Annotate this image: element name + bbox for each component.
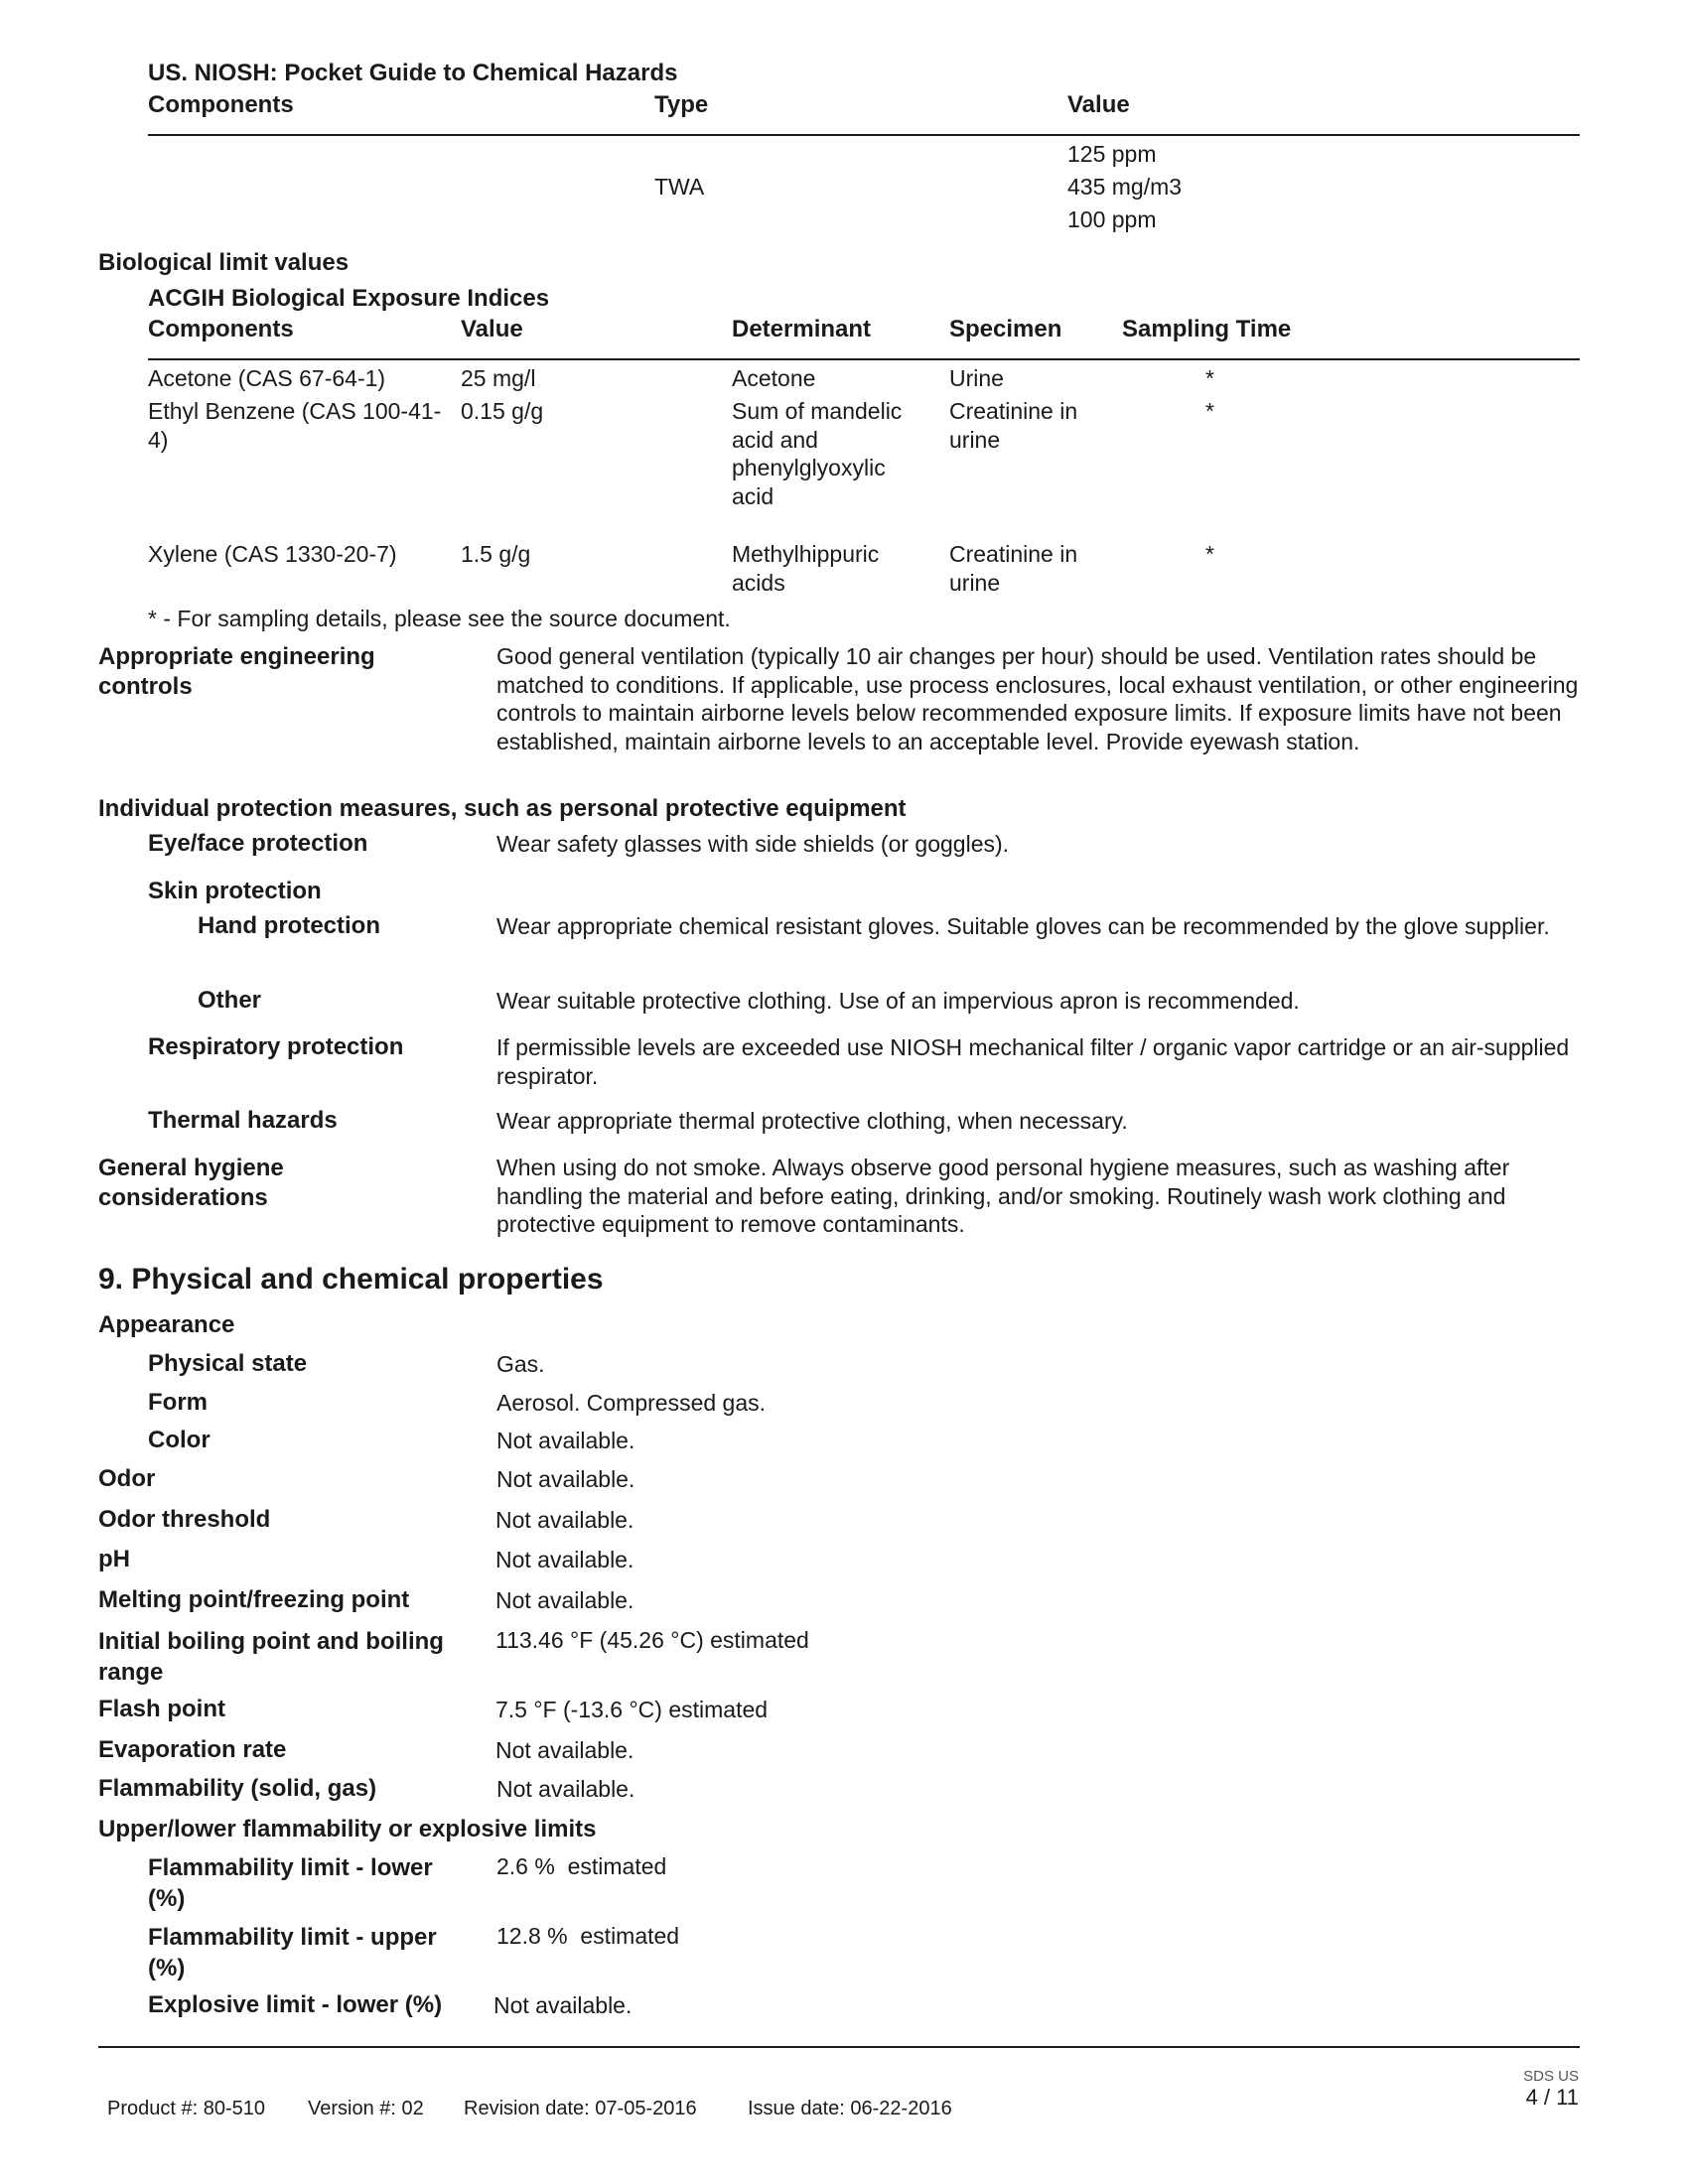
- niosh-value-1: 125 ppm: [1067, 141, 1157, 167]
- niosh-type-cell: TWA: [654, 174, 705, 200]
- eye-protection-label: Eye/face protection: [148, 830, 368, 857]
- engineering-label: Appropriate engineering controls: [98, 643, 375, 700]
- bio-subheading: ACGIH Biological Exposure Indices: [148, 285, 550, 312]
- table-row-1-determinant: Acetone: [732, 365, 816, 391]
- evaporation-rate-value: Not available.: [495, 1737, 634, 1763]
- flammability-lower-label: Flammability limit - lower (%): [148, 1854, 433, 1912]
- color-value: Not available.: [496, 1428, 635, 1453]
- hygiene-label: General hygiene considerations: [98, 1155, 284, 1211]
- bio-header-determinant: Determinant: [732, 316, 872, 342]
- issue-date: Issue date: 06-22-2016: [748, 2098, 952, 2119]
- odor-threshold-label: Odor threshold: [98, 1506, 271, 1533]
- table-row-3-determinant: Methylhippuric acids: [732, 541, 880, 596]
- thermal-hazards-text: Wear appropriate thermal protective clothing, when necessary.: [496, 1108, 1128, 1134]
- explosive-lower-label: Explosive limit - lower (%): [148, 1991, 443, 2018]
- hand-protection-text: Wear appropriate chemical resistant gloves. Suitable gloves can be recommended by the glove supplier.: [496, 913, 1550, 939]
- table-row-3-specimen: Creatinine in urine: [949, 541, 1078, 596]
- form-value: Aerosol. Compressed gas.: [496, 1390, 767, 1416]
- flammability-upper-value: 12.8 % estimated: [496, 1923, 680, 1949]
- physical-state-label: Physical state: [148, 1350, 308, 1377]
- skin-protection-label: Skin protection: [148, 878, 322, 904]
- engineering-text: Good general ventilation (typically 10 air changes per hour) should be used. Ventilation rates should be matched to conditions. If applicable, use process enclosures, local exhaust ventilation, or other engineering controls to maintain airborne levels below recommended exposure limits. If exposure limits have not been established, maintain airborne levels to an acceptable level. Provide eyewash station.: [496, 643, 1579, 754]
- bio-heading: Biological limit values: [98, 249, 350, 276]
- bio-header-value: Value: [461, 316, 523, 342]
- table-row-1-value: 25 mg/l: [461, 365, 536, 391]
- limits-heading: Upper/lower flammability or explosive limits: [98, 1816, 597, 1843]
- form-label: Form: [148, 1389, 208, 1416]
- ph-value: Not available.: [495, 1547, 634, 1572]
- flammability-upper-label: Flammability limit - upper (%): [148, 1924, 437, 1981]
- ppe-heading: Individual protection measures, such as personal protective equipment: [98, 795, 907, 822]
- odor-label: Odor: [98, 1465, 156, 1492]
- niosh-header-rule: [148, 134, 1580, 136]
- revision-date: Revision date: 07-05-2016: [464, 2098, 697, 2119]
- niosh-header-value: Value: [1067, 91, 1130, 118]
- table-row-3-value: 1.5 g/g: [461, 541, 531, 567]
- footer-rule: [98, 2046, 1580, 2048]
- doc-type-label: SDS US: [1523, 2068, 1579, 2085]
- bio-header-components: Components: [148, 316, 294, 342]
- bio-footnote: * - For sampling details, please see the source document.: [148, 606, 731, 631]
- odor-value: Not available.: [496, 1466, 635, 1492]
- physical-state-value: Gas.: [496, 1351, 545, 1377]
- table-row-2-component: Ethyl Benzene (CAS 100-41-4): [148, 398, 442, 453]
- niosh-value-2: 435 mg/m3: [1067, 174, 1183, 200]
- bio-header-sampling-time: Sampling Time: [1122, 316, 1292, 342]
- table-row-2-value: 0.15 g/g: [461, 398, 544, 424]
- evaporation-rate-label: Evaporation rate: [98, 1736, 287, 1763]
- table-row-3-sampling-time: *: [1205, 541, 1214, 567]
- odor-threshold-value: Not available.: [495, 1507, 634, 1533]
- thermal-hazards-label: Thermal hazards: [148, 1107, 338, 1134]
- explosive-lower-value: Not available.: [493, 1992, 633, 2018]
- flammability-lower-value: 2.6 % estimated: [496, 1853, 667, 1879]
- other-protection-label: Other: [198, 987, 262, 1014]
- respiratory-protection-text: If permissible levels are exceeded use NIOSH mechanical filter / organic vapor cartridge or an air-supplied respirator.: [496, 1034, 1570, 1089]
- melting-point-value: Not available.: [495, 1587, 634, 1613]
- boiling-point-value: 113.46 °F (45.26 °C) estimated: [495, 1627, 809, 1653]
- table-row-1-component: Acetone (CAS 67-64-1): [148, 365, 386, 391]
- eye-protection-text: Wear safety glasses with side shields (or goggles).: [496, 831, 1010, 857]
- section-9-title: 9. Physical and chemical properties: [98, 1263, 604, 1296]
- ph-label: pH: [98, 1546, 130, 1572]
- table-row-2-sampling-time: *: [1205, 398, 1214, 424]
- niosh-title: US. NIOSH: Pocket Guide to Chemical Hazards: [148, 60, 678, 86]
- hygiene-text: When using do not smoke. Always observe good personal hygiene measures, such as washing after handling the material and before eating, drinking, and/or smoking. Routinely wash work clothing and protective equipment to remove contaminants.: [496, 1155, 1510, 1237]
- table-row-3-component: Xylene (CAS 1330-20-7): [148, 541, 397, 567]
- page-number: 4 / 11: [1525, 2085, 1579, 2110]
- niosh-header-type: Type: [654, 91, 709, 118]
- respiratory-protection-label: Respiratory protection: [148, 1033, 404, 1060]
- other-protection-text: Wear suitable protective clothing. Use of an impervious apron is recommended.: [496, 988, 1300, 1014]
- hand-protection-label: Hand protection: [198, 912, 380, 939]
- product-number: Product #: 80-510: [107, 2098, 265, 2119]
- niosh-header-components: Components: [148, 91, 294, 118]
- version-number: Version #: 02: [308, 2098, 424, 2119]
- boiling-point-label: Initial boiling point and boiling range: [98, 1628, 444, 1686]
- table-row-1-specimen: Urine: [949, 365, 1004, 391]
- melting-point-label: Melting point/freezing point: [98, 1586, 410, 1613]
- niosh-value-3: 100 ppm: [1067, 206, 1157, 232]
- color-label: Color: [148, 1427, 211, 1453]
- table-row-2-determinant: Sum of mandelic acid and phenylglyoxylic acid: [732, 398, 903, 509]
- table-row-2-specimen: Creatinine in urine: [949, 398, 1078, 453]
- flash-point-value: 7.5 °F (-13.6 °C) estimated: [495, 1697, 769, 1722]
- flammability-value: Not available.: [496, 1776, 635, 1802]
- flash-point-label: Flash point: [98, 1696, 225, 1722]
- table-row-1-sampling-time: *: [1205, 365, 1214, 391]
- appearance-heading: Appearance: [98, 1311, 235, 1338]
- bio-header-rule: [148, 358, 1580, 360]
- bio-header-specimen: Specimen: [949, 316, 1062, 342]
- flammability-label: Flammability (solid, gas): [98, 1775, 377, 1802]
